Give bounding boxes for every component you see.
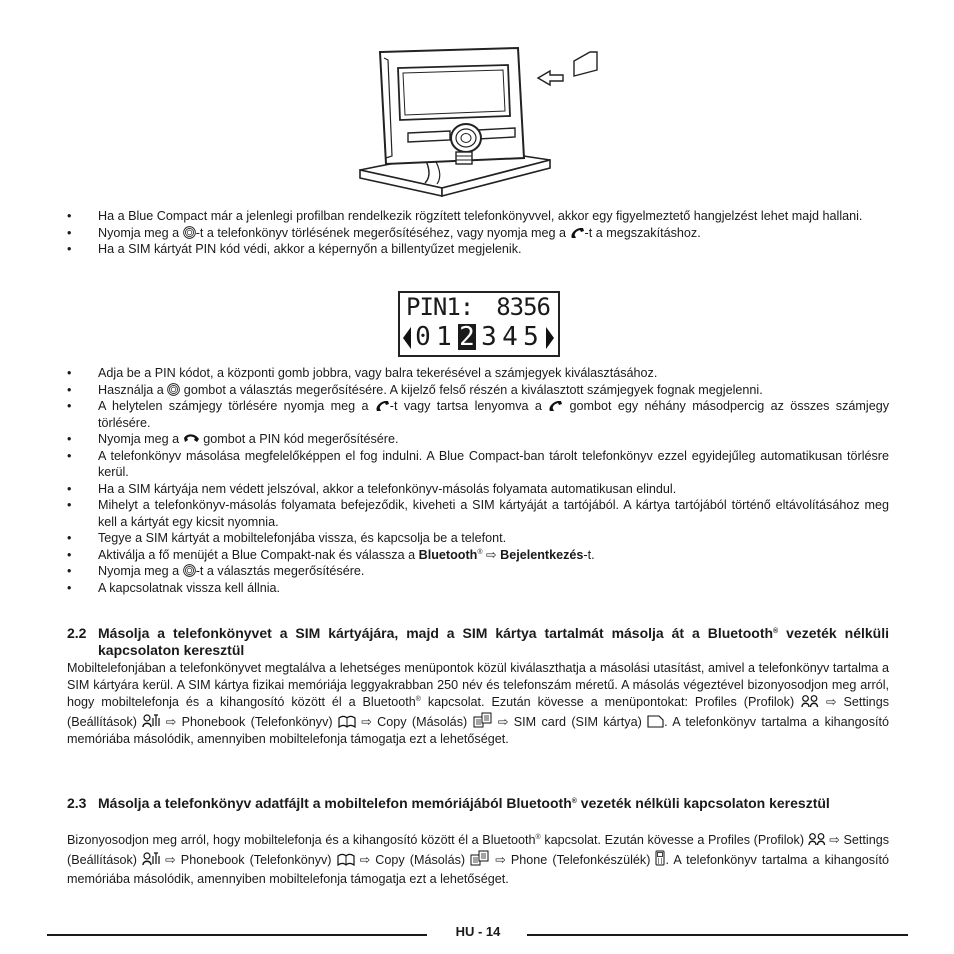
list-item bbox=[67, 563, 889, 580]
footer-rule-left bbox=[47, 934, 427, 936]
registered-mark: ® bbox=[535, 834, 541, 841]
paragraph-text: Mobiltelefonjában a telefonkönyvet megtalálva a lehetséges menüpontok közül kiválaszthatja a másolási utasítást, amivel a telefonkönyv tartalma a SIM kártyára kerül. A SIM kártya fizikai memóriája leggyakrabban 250 név és telefonszám méretű. A másolás végeztével bizonyosodjon meg arról, hogy mobiltelefonja és a kihangosító között él a Bluetooth bbox=[67, 661, 889, 710]
heading-text: Másolja a telefonkönyvet a SIM kártyájára, majd a SIM kártya tartalmát másolja át a Bluetooth bbox=[98, 625, 774, 641]
paragraph-text: ⇨ Phonebook (Telefonkönyv) bbox=[160, 852, 337, 867]
list-item bbox=[67, 431, 889, 448]
registered-mark: ® bbox=[773, 628, 779, 635]
list-item-text: Nyomja meg a bbox=[98, 564, 183, 578]
copy-icon bbox=[473, 712, 493, 728]
registered-mark: ® bbox=[415, 696, 421, 704]
center-button-icon bbox=[167, 383, 180, 396]
pin-digit: 1 bbox=[436, 322, 452, 352]
list-item-text: -t. bbox=[583, 547, 595, 562]
sim-card-icon bbox=[647, 715, 664, 728]
registered-mark: ® bbox=[477, 548, 483, 556]
scroll-right-icon bbox=[545, 326, 555, 350]
phone-icon bbox=[655, 850, 665, 866]
footer-rule-right bbox=[527, 934, 908, 936]
profiles-icon bbox=[808, 833, 826, 846]
paragraph-text: ⇨ Settings (Beállítások) bbox=[67, 695, 889, 729]
pin-code: 8356 bbox=[496, 293, 550, 321]
paragraph-text: ⇨ Settings (Beállítások) bbox=[67, 833, 890, 867]
call-icon bbox=[183, 433, 200, 445]
pin-label: PIN1: bbox=[406, 293, 474, 321]
settings-icon bbox=[142, 852, 160, 866]
end-call-icon bbox=[548, 400, 563, 412]
paragraph-text: ⇨ Copy (Másolás) bbox=[355, 714, 473, 729]
center-button-icon bbox=[183, 226, 196, 239]
heading-text: vezeték nélküli kapcsolaton keresztül bbox=[576, 795, 830, 811]
scroll-left-icon bbox=[402, 326, 412, 350]
page-number: HU - 14 bbox=[455, 924, 501, 939]
paragraph-text: ⇨ Phonebook (Telefonkönyv) bbox=[160, 714, 338, 729]
list-item-text: gombot egy néhány másodpercig az összes számjegy törlésére. bbox=[98, 399, 889, 430]
end-call-icon bbox=[375, 400, 390, 412]
paragraph-text: kapcsolat. Ezután kövesse a Profiles (Profilok) bbox=[540, 833, 808, 847]
phonebook-icon bbox=[338, 715, 356, 728]
list-item-text: A helytelen számjegy törlésére nyomja meg a bbox=[98, 399, 375, 413]
list-item-text: -t a választás megerősítésére. bbox=[195, 564, 365, 578]
bullet-list-bottom bbox=[67, 365, 889, 596]
paragraph-text: kapcsolat. Ezután kövesse a menüpontokat: Profiles (Profilok) bbox=[420, 695, 802, 710]
list-item bbox=[67, 547, 889, 564]
pin-digit: 4 bbox=[502, 322, 518, 352]
list-item-text: -t a telefonkönyv törlésének megerősítéséhez, vagy nyomja meg a bbox=[195, 225, 570, 240]
profiles-icon bbox=[801, 695, 819, 708]
paragraph-text: ⇨ SIM card (SIM kártya) bbox=[492, 714, 648, 729]
section-number: 2.2 bbox=[67, 625, 87, 641]
pin-entry-display bbox=[398, 291, 560, 357]
section-heading bbox=[67, 795, 889, 812]
list-item-text: -t vagy tartsa lenyomva a bbox=[389, 399, 549, 413]
registered-mark: ® bbox=[571, 798, 577, 805]
bullet-list-top bbox=[67, 208, 889, 258]
heading-text: Másolja a telefonkönyv adatfájlt a mobiltelefon memóriájából Bluetooth bbox=[98, 795, 572, 811]
pin-digit: 3 bbox=[481, 322, 497, 352]
section-heading bbox=[67, 625, 889, 659]
paragraph-text: . A telefonkönyv tartalma a kihangosító memóriába másolódik, amennyiben mobiltelefonja támogatja ezt a lehetőséget. bbox=[67, 852, 890, 886]
phonebook-icon bbox=[337, 853, 355, 866]
list-item-text: -t a megszakításhoz. bbox=[584, 225, 701, 240]
list-item bbox=[67, 225, 889, 242]
pin-digit-selected: 2 bbox=[459, 322, 475, 352]
paragraph-text: . A telefonkönyv tartalma a kihangosító memóriába másolódik, amennyiben mobiltelefonja támogatja ezt a lehetőséget. bbox=[67, 714, 889, 746]
list-item-text: Nyomja meg a bbox=[98, 225, 183, 240]
list-item-text: gombot a választás megerősítésére. A kijelző felső részén a kiválasztott számjegyek fognak megjelenni. bbox=[180, 382, 763, 397]
list-item: • Mihelyt a telefonkönyv-másolás folyamata befejeződik, kiveheti a SIM kártyáját a tartójából. A kártya tartójából történő eltávolításához meg kell a kártyát egy kicsit nyomnia. bbox=[67, 497, 889, 530]
pin-digit: 5 bbox=[523, 322, 539, 352]
list-item: • Ha a SIM kártyája nem védett jelszóval, akkor a telefonkönyv-másolás folyamata automatikusan elindul. bbox=[67, 481, 889, 498]
list-item bbox=[67, 382, 889, 399]
list-item bbox=[67, 398, 889, 431]
section-number: 2.3 bbox=[67, 795, 87, 811]
center-button-icon bbox=[183, 564, 196, 577]
copy-icon bbox=[470, 850, 490, 866]
list-item-text: Aktiválja a fő menüjét a Blue Compakt-nak és válassza a bbox=[98, 547, 419, 562]
list-item-text: gombot a PIN kód megerősítésére. bbox=[199, 432, 399, 446]
list-item: • A telefonkönyv másolása megfelelőképpen el fog indulni. A Blue Compact-ban tárolt telefonkönyv ezzel egyidejűleg automatikusan törlésre kerül. bbox=[67, 448, 889, 481]
list-item: • Ha a SIM kártyát PIN kód védi, akkor a képernyőn a billentyűzet megjelenik. bbox=[67, 241, 889, 258]
pin-digit: 0 bbox=[415, 322, 431, 352]
list-item-text: Használja a bbox=[98, 382, 168, 397]
end-call-icon bbox=[570, 227, 585, 239]
list-item: • Adja be a PIN kódot, a központi gomb jobbra, vagy balra tekerésével a számjegyek kiválasztásához. bbox=[67, 365, 889, 382]
arrow-icon: ⇨ bbox=[482, 547, 501, 562]
list-item: • A kapcsolatnak vissza kell állnia. bbox=[67, 580, 889, 597]
menu-item-login: Bejelentkezés bbox=[500, 547, 584, 562]
menu-item-bluetooth: Bluetooth bbox=[418, 547, 478, 562]
paragraph-text: Bizonyosodjon meg arról, hogy mobiltelefonja és a kihangosító között él a Bluetooth bbox=[67, 833, 536, 847]
section-paragraph bbox=[67, 831, 889, 888]
heading-text: vezeték nélküli kapcsolaton keresztül bbox=[98, 625, 889, 658]
list-item-text: Nyomja meg a bbox=[98, 432, 183, 446]
settings-icon bbox=[142, 714, 160, 728]
list-item: • Tegye a SIM kártyát a mobiltelefonjába vissza, és kapcsolja be a telefont. bbox=[67, 530, 889, 547]
list-item: • Ha a Blue Compact már a jelenlegi profilban rendelkezik rögzített telefonkönyvvel, akkor egy figyelmeztető hangjelzést lehet majd hallani. bbox=[67, 208, 889, 225]
paragraph-text: ⇨ Phone (Telefonkészülék) bbox=[490, 852, 656, 867]
device-illustration bbox=[350, 38, 610, 200]
section-paragraph bbox=[67, 660, 889, 748]
paragraph-text: ⇨ Copy (Másolás) bbox=[354, 852, 471, 867]
